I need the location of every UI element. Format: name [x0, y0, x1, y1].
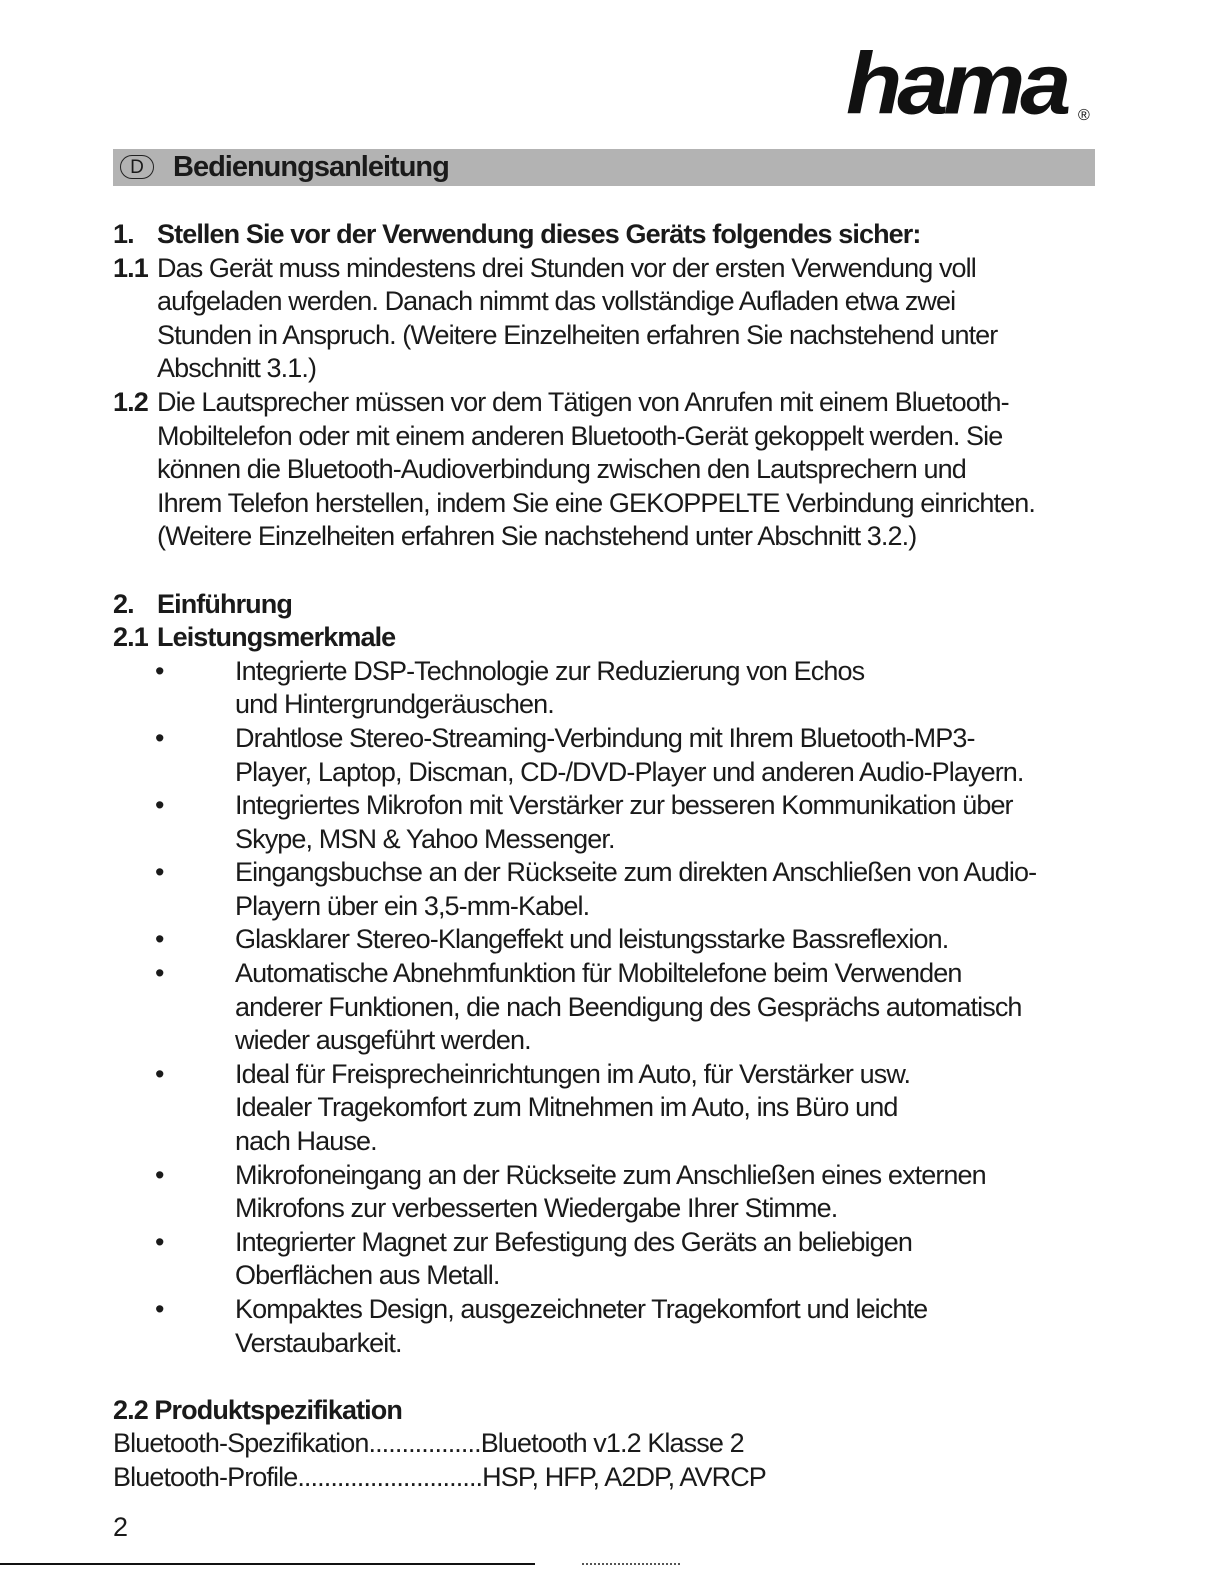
item-1.1-line	[113, 252, 1113, 286]
section-header-bar	[113, 149, 1095, 186]
subsection-2-1-heading	[113, 621, 1113, 655]
paragraph-line: Stunden in Anspruch. (Weitere Einzelheiten erfahren Sie nachstehend unter	[157, 319, 998, 350]
subsection-heading: 2.2 Produktspezifikation	[113, 1394, 402, 1425]
feature-list-item	[113, 923, 1113, 957]
spec-line: Bluetooth-Spezifikation.................Bluetooth v1.2 Klasse 2	[113, 1428, 744, 1459]
feature-list-item	[113, 890, 1113, 924]
feature-list-item	[113, 655, 1113, 689]
feature-list-item	[113, 1192, 1113, 1226]
spec-row	[113, 1461, 1113, 1495]
registered-mark: ®	[1078, 107, 1090, 124]
paragraph-line: Abschnitt 3.1.)	[157, 353, 317, 384]
footer-dotted-rule	[582, 1563, 680, 1567]
page-title: Bedienungsanleitung	[173, 151, 449, 183]
paragraph-line: können die Bluetooth-Audioverbindung zwischen den Lautsprechern und	[157, 454, 966, 485]
paragraph-line: Mobiltelefon oder mit einem anderen Bluetooth-Gerät gekoppelt werden. Sie	[157, 420, 1003, 451]
item-1.2-line	[113, 420, 1113, 454]
bullet-icon: •	[155, 722, 164, 753]
bullet-icon: •	[155, 790, 164, 821]
bullet-text: Glasklarer Stereo-Klangeffekt und leistungsstarke Bassreflexion.	[235, 924, 949, 955]
feature-list-item	[113, 1159, 1113, 1193]
feature-list-item	[113, 1226, 1113, 1260]
section-2-heading	[113, 588, 1113, 622]
bullet-text: Playern über ein 3,5-mm-Kabel.	[235, 890, 590, 921]
feature-list-item	[113, 1125, 1113, 1159]
section-heading: Einführung	[157, 588, 292, 619]
bullet-icon: •	[155, 1294, 164, 1324]
bullet-text: Ideal für Freisprecheinrichtungen im Auto, für Verstärker usw.	[235, 1058, 911, 1089]
bullet-text: Integriertes Mikrofon mit Verstärker zur besseren Kommunikation über	[235, 790, 1013, 821]
bullet-text: Mikrofons zur verbesserten Wiedergabe Ihrer Stimme.	[235, 1193, 838, 1224]
item-1.2-line	[113, 520, 1113, 554]
page-number: 2	[113, 1512, 129, 1542]
bullet-text: Mikrofoneingang an der Rückseite zum Anschließen eines externen	[235, 1159, 986, 1190]
feature-list-item	[113, 1259, 1113, 1293]
item-number: 1.1	[113, 252, 148, 283]
bullet-icon: •	[155, 655, 164, 686]
paragraph-line: aufgeladen werden. Danach nimmt das vollständige Aufladen etwa zwei	[157, 286, 956, 317]
item-1.2-line	[113, 453, 1113, 487]
spec-row	[113, 1427, 1113, 1461]
paragraph-line: Die Lautsprecher müssen vor dem Tätigen von Anrufen mit einem Bluetooth-	[157, 386, 1009, 417]
paragraph-line: Ihrem Telefon herstellen, indem Sie eine GEKOPPELTE Verbindung einrichten.	[157, 487, 1035, 518]
item-1.1-line	[113, 319, 1113, 353]
feature-list-item	[113, 856, 1113, 890]
bullet-text: anderer Funktionen, die nach Beendigung des Gesprächs automatisch	[235, 991, 1022, 1022]
feature-list-item	[113, 688, 1113, 722]
item-number: 1.2	[113, 386, 148, 417]
bullet-text: nach Hause.	[235, 1126, 377, 1157]
bullet-text: Oberflächen aus Metall.	[235, 1260, 500, 1291]
bullet-icon: •	[155, 1226, 164, 1257]
bullet-text: Integrierte DSP-Technologie zur Reduzierung von Echos	[235, 655, 865, 686]
feature-list-item	[113, 823, 1113, 857]
feature-list-item	[113, 991, 1113, 1025]
bullet-text: und Hintergrundgeräuschen.	[235, 689, 554, 720]
spacer	[113, 554, 1113, 588]
subsection-2-2-heading	[113, 1394, 1113, 1428]
item-1.2-line	[113, 386, 1113, 420]
section-number: 2.	[113, 588, 134, 619]
bullet-icon: •	[155, 857, 164, 888]
feature-list-item	[113, 1024, 1113, 1058]
feature-list-item	[113, 1058, 1113, 1092]
bullet-text: Eingangsbuchse an der Rückseite zum direkten Anschließen von Audio-	[235, 857, 1037, 888]
feature-list-item	[113, 957, 1113, 991]
spec-line: Bluetooth-Profile............................HSP, HFP, A2DP, AVRCP	[113, 1461, 766, 1492]
paragraph-line: (Weitere Einzelheiten erfahren Sie nachstehend unter Abschnitt 3.2.)	[157, 521, 917, 552]
bullet-text: Skype, MSN & Yahoo Messenger.	[235, 823, 615, 854]
bullet-text: wieder ausgeführt werden.	[235, 1025, 531, 1056]
bullet-text: Idealer Tragekomfort zum Mitnehmen im Auto, ins Büro und	[235, 1092, 898, 1123]
bullet-icon: •	[155, 1159, 164, 1190]
bullet-text: Automatische Abnehmfunktion für Mobiltelefone beim Verwenden	[235, 958, 962, 989]
feature-list-item	[113, 756, 1113, 790]
bullet-icon: •	[155, 924, 164, 955]
item-1.1-line	[113, 352, 1113, 386]
language-badge: D	[120, 155, 154, 179]
section-heading: Stellen Sie vor der Verwendung dieses Geräts folgendes sicher:	[157, 219, 921, 249]
item-1.1-line	[113, 285, 1113, 319]
subsection-number: 2.1	[113, 622, 148, 653]
feature-list-item	[113, 722, 1113, 756]
item-1.2-line	[113, 487, 1113, 521]
feature-list-item	[113, 1091, 1113, 1125]
bullet-text: Drahtlose Stereo-Streaming-Verbindung mit Ihrem Bluetooth-MP3-	[235, 722, 975, 753]
footer-rule	[0, 1563, 535, 1565]
bullet-text: Kompaktes Design, ausgezeichneter Tragekomfort und leichte	[235, 1294, 928, 1324]
bullet-text: Verstaubarkeit.	[235, 1327, 402, 1358]
spacer	[113, 1360, 1113, 1394]
section-number: 1.	[113, 219, 134, 249]
feature-list-item	[113, 1327, 1113, 1361]
subsection-heading: Leistungsmerkmale	[157, 622, 396, 653]
paragraph-line: Das Gerät muss mindestens drei Stunden vor der ersten Verwendung voll	[157, 252, 976, 283]
section-1-heading	[113, 218, 1113, 252]
bullet-text: Player, Laptop, Discman, CD-/DVD-Player und anderen Audio-Playern.	[235, 756, 1024, 787]
feature-list-item	[113, 1293, 1113, 1327]
hama-logo: hama	[846, 35, 1067, 133]
bullet-icon: •	[155, 1058, 164, 1089]
bullet-icon: •	[155, 958, 164, 989]
document-body	[113, 218, 1113, 1495]
feature-list-item	[113, 789, 1113, 823]
bullet-text: Integrierter Magnet zur Befestigung des Geräts an beliebigen	[235, 1226, 912, 1257]
